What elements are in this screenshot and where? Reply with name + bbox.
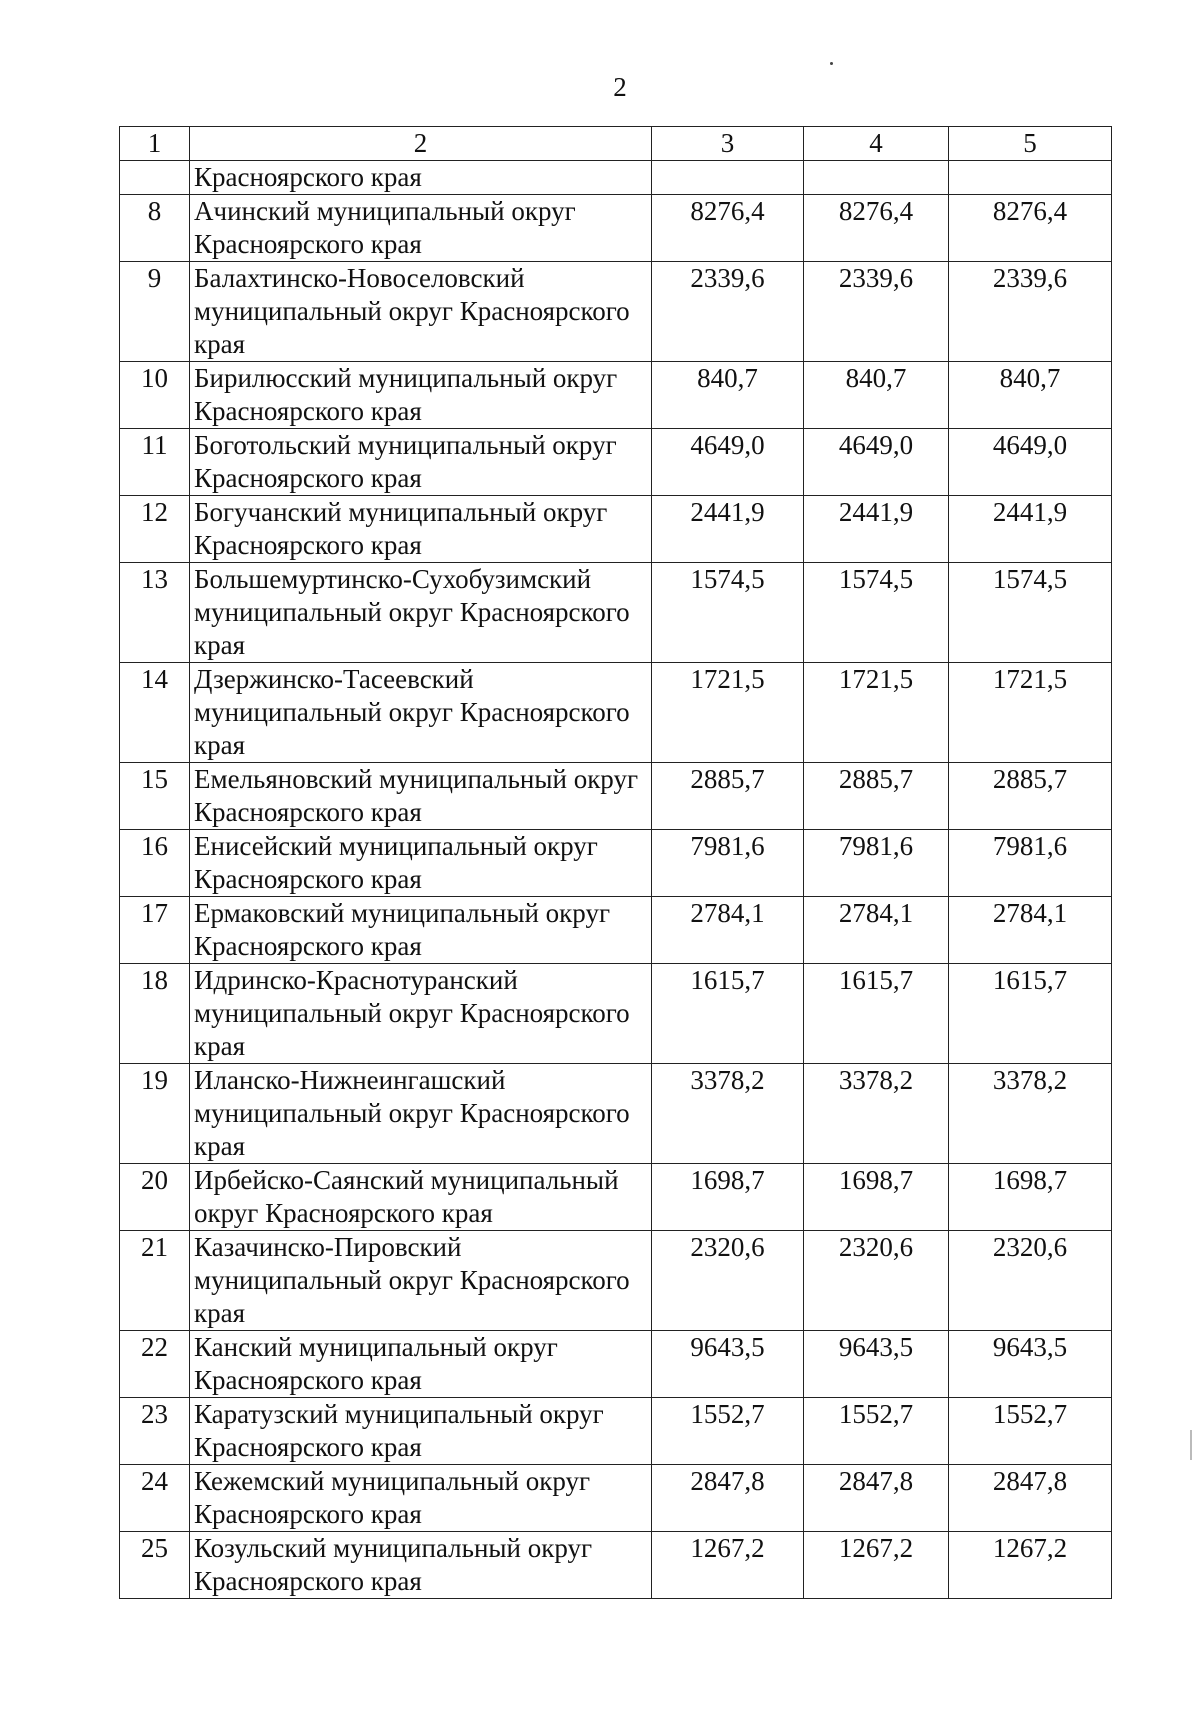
row-value-4: 1267,2 [804, 1532, 949, 1599]
row-name: Ермаковский муниципальный округ Красноярского края [190, 897, 652, 964]
row-number: 14 [120, 663, 190, 763]
row-name: Красноярского края [190, 161, 652, 195]
row-value-4: 1721,5 [804, 663, 949, 763]
row-number: 24 [120, 1465, 190, 1532]
table-row [120, 362, 1112, 429]
row-number: 20 [120, 1164, 190, 1231]
row-value-3: 2320,6 [652, 1231, 804, 1331]
row-number: 25 [120, 1532, 190, 1599]
row-name: Кежемский муниципальный округ Красноярского края [190, 1465, 652, 1532]
row-value-5: 2784,1 [949, 897, 1112, 964]
row-name: Каратузский муниципальный округ Красноярского края [190, 1398, 652, 1465]
row-value-4: 2441,9 [804, 496, 949, 563]
row-value-3: 840,7 [652, 362, 804, 429]
row-value-5: 2320,6 [949, 1231, 1112, 1331]
row-value-3: 1615,7 [652, 964, 804, 1064]
row-value-5: 1615,7 [949, 964, 1112, 1064]
row-value-4: 3378,2 [804, 1064, 949, 1164]
table-row [120, 964, 1112, 1064]
row-value-3: 9643,5 [652, 1331, 804, 1398]
header-col-1: 1 [120, 127, 190, 161]
row-number: 12 [120, 496, 190, 563]
row-value-5: 1698,7 [949, 1164, 1112, 1231]
row-value-5: 4649,0 [949, 429, 1112, 496]
row-value-3: 2885,7 [652, 763, 804, 830]
table-row [120, 262, 1112, 362]
row-name: Балахтинско-Новоселовский муниципальный округ Красноярского края [190, 262, 652, 362]
row-value-5: 8276,4 [949, 195, 1112, 262]
row-value-3: 4649,0 [652, 429, 804, 496]
row-number: 8 [120, 195, 190, 262]
table-row [120, 1331, 1112, 1398]
row-value-5: 3378,2 [949, 1064, 1112, 1164]
table-row [120, 1465, 1112, 1532]
header-col-2: 2 [190, 127, 652, 161]
row-value-3: 2784,1 [652, 897, 804, 964]
row-value-3: 2339,6 [652, 262, 804, 362]
row-value-5: 1574,5 [949, 563, 1112, 663]
table-row [120, 429, 1112, 496]
row-value-3: 3378,2 [652, 1064, 804, 1164]
row-number [120, 161, 190, 195]
row-value-4: 7981,6 [804, 830, 949, 897]
table-row [120, 763, 1112, 830]
row-value-5: 1552,7 [949, 1398, 1112, 1465]
row-number: 10 [120, 362, 190, 429]
table-row [120, 897, 1112, 964]
table-row [120, 1532, 1112, 1599]
row-value-4: 1574,5 [804, 563, 949, 663]
row-name: Козульский муниципальный округ Красноярского края [190, 1532, 652, 1599]
row-name: Канский муниципальный округ Красноярского края [190, 1331, 652, 1398]
table-row [120, 195, 1112, 262]
row-value-4: 840,7 [804, 362, 949, 429]
row-value-5: 7981,6 [949, 830, 1112, 897]
row-value-5 [949, 161, 1112, 195]
scan-edge-mark [1190, 1430, 1192, 1460]
row-value-3 [652, 161, 804, 195]
row-value-4: 4649,0 [804, 429, 949, 496]
row-value-5: 9643,5 [949, 1331, 1112, 1398]
row-value-4: 2847,8 [804, 1465, 949, 1532]
row-value-4: 2885,7 [804, 763, 949, 830]
row-name: Дзержинско-Тасеевский муниципальный округ Красноярского края [190, 663, 652, 763]
row-value-4: 2320,6 [804, 1231, 949, 1331]
row-value-4: 8276,4 [804, 195, 949, 262]
header-col-3: 3 [652, 127, 804, 161]
row-number: 16 [120, 830, 190, 897]
row-number: 21 [120, 1231, 190, 1331]
row-name: Боготольский муниципальный округ Красноярского края [190, 429, 652, 496]
row-number: 22 [120, 1331, 190, 1398]
row-name: Емельяновский муниципальный округ Красноярского края [190, 763, 652, 830]
row-number: 18 [120, 964, 190, 1064]
row-value-4: 9643,5 [804, 1331, 949, 1398]
row-value-4: 1615,7 [804, 964, 949, 1064]
table-row [120, 1164, 1112, 1231]
row-name: Ачинский муниципальный округ Красноярского края [190, 195, 652, 262]
row-value-4: 1552,7 [804, 1398, 949, 1465]
header-col-4: 4 [804, 127, 949, 161]
row-name: Богучанский муниципальный округ Красноярского края [190, 496, 652, 563]
row-value-4: 2784,1 [804, 897, 949, 964]
table-row [120, 496, 1112, 563]
row-name: Казачинско-Пировский муниципальный округ Красноярского края [190, 1231, 652, 1331]
row-value-3: 8276,4 [652, 195, 804, 262]
header-row [120, 127, 1112, 161]
row-value-5: 2339,6 [949, 262, 1112, 362]
row-value-3: 7981,6 [652, 830, 804, 897]
row-value-4 [804, 161, 949, 195]
row-name: Енисейский муниципальный округ Красноярского края [190, 830, 652, 897]
row-number: 9 [120, 262, 190, 362]
row-value-3: 1267,2 [652, 1532, 804, 1599]
row-value-3: 1698,7 [652, 1164, 804, 1231]
data-table [119, 126, 1112, 1599]
row-name: Большемуртинско-Сухобузимский муниципальный округ Красноярского края [190, 563, 652, 663]
row-number: 13 [120, 563, 190, 663]
table-row [120, 830, 1112, 897]
row-value-5: 840,7 [949, 362, 1112, 429]
row-value-5: 2885,7 [949, 763, 1112, 830]
row-value-4: 1698,7 [804, 1164, 949, 1231]
row-number: 23 [120, 1398, 190, 1465]
row-name: Идринско-Краснотуранский муниципальный округ Красноярского края [190, 964, 652, 1064]
row-number: 17 [120, 897, 190, 964]
row-value-3: 1552,7 [652, 1398, 804, 1465]
row-value-5: 2847,8 [949, 1465, 1112, 1532]
row-value-5: 2441,9 [949, 496, 1112, 563]
row-value-5: 1267,2 [949, 1532, 1112, 1599]
table-row [120, 563, 1112, 663]
row-name: Бирилюсский муниципальный округ Красноярского края [190, 362, 652, 429]
row-name: Иланско-Нижнеингашский муниципальный округ Красноярского края [190, 1064, 652, 1164]
row-number: 11 [120, 429, 190, 496]
table-row [120, 663, 1112, 763]
row-value-3: 1574,5 [652, 563, 804, 663]
continuation-row [120, 161, 1112, 195]
row-number: 19 [120, 1064, 190, 1164]
header-col-5: 5 [949, 127, 1112, 161]
row-value-3: 2847,8 [652, 1465, 804, 1532]
table-row [120, 1064, 1112, 1164]
scan-dot [830, 62, 833, 65]
row-value-3: 2441,9 [652, 496, 804, 563]
table-row [120, 1398, 1112, 1465]
row-number: 15 [120, 763, 190, 830]
row-value-3: 1721,5 [652, 663, 804, 763]
row-name: Ирбейско-Саянский муниципальный округ Красноярского края [190, 1164, 652, 1231]
row-value-5: 1721,5 [949, 663, 1112, 763]
table-row [120, 1231, 1112, 1331]
page-number: 2 [613, 72, 627, 102]
row-value-4: 2339,6 [804, 262, 949, 362]
